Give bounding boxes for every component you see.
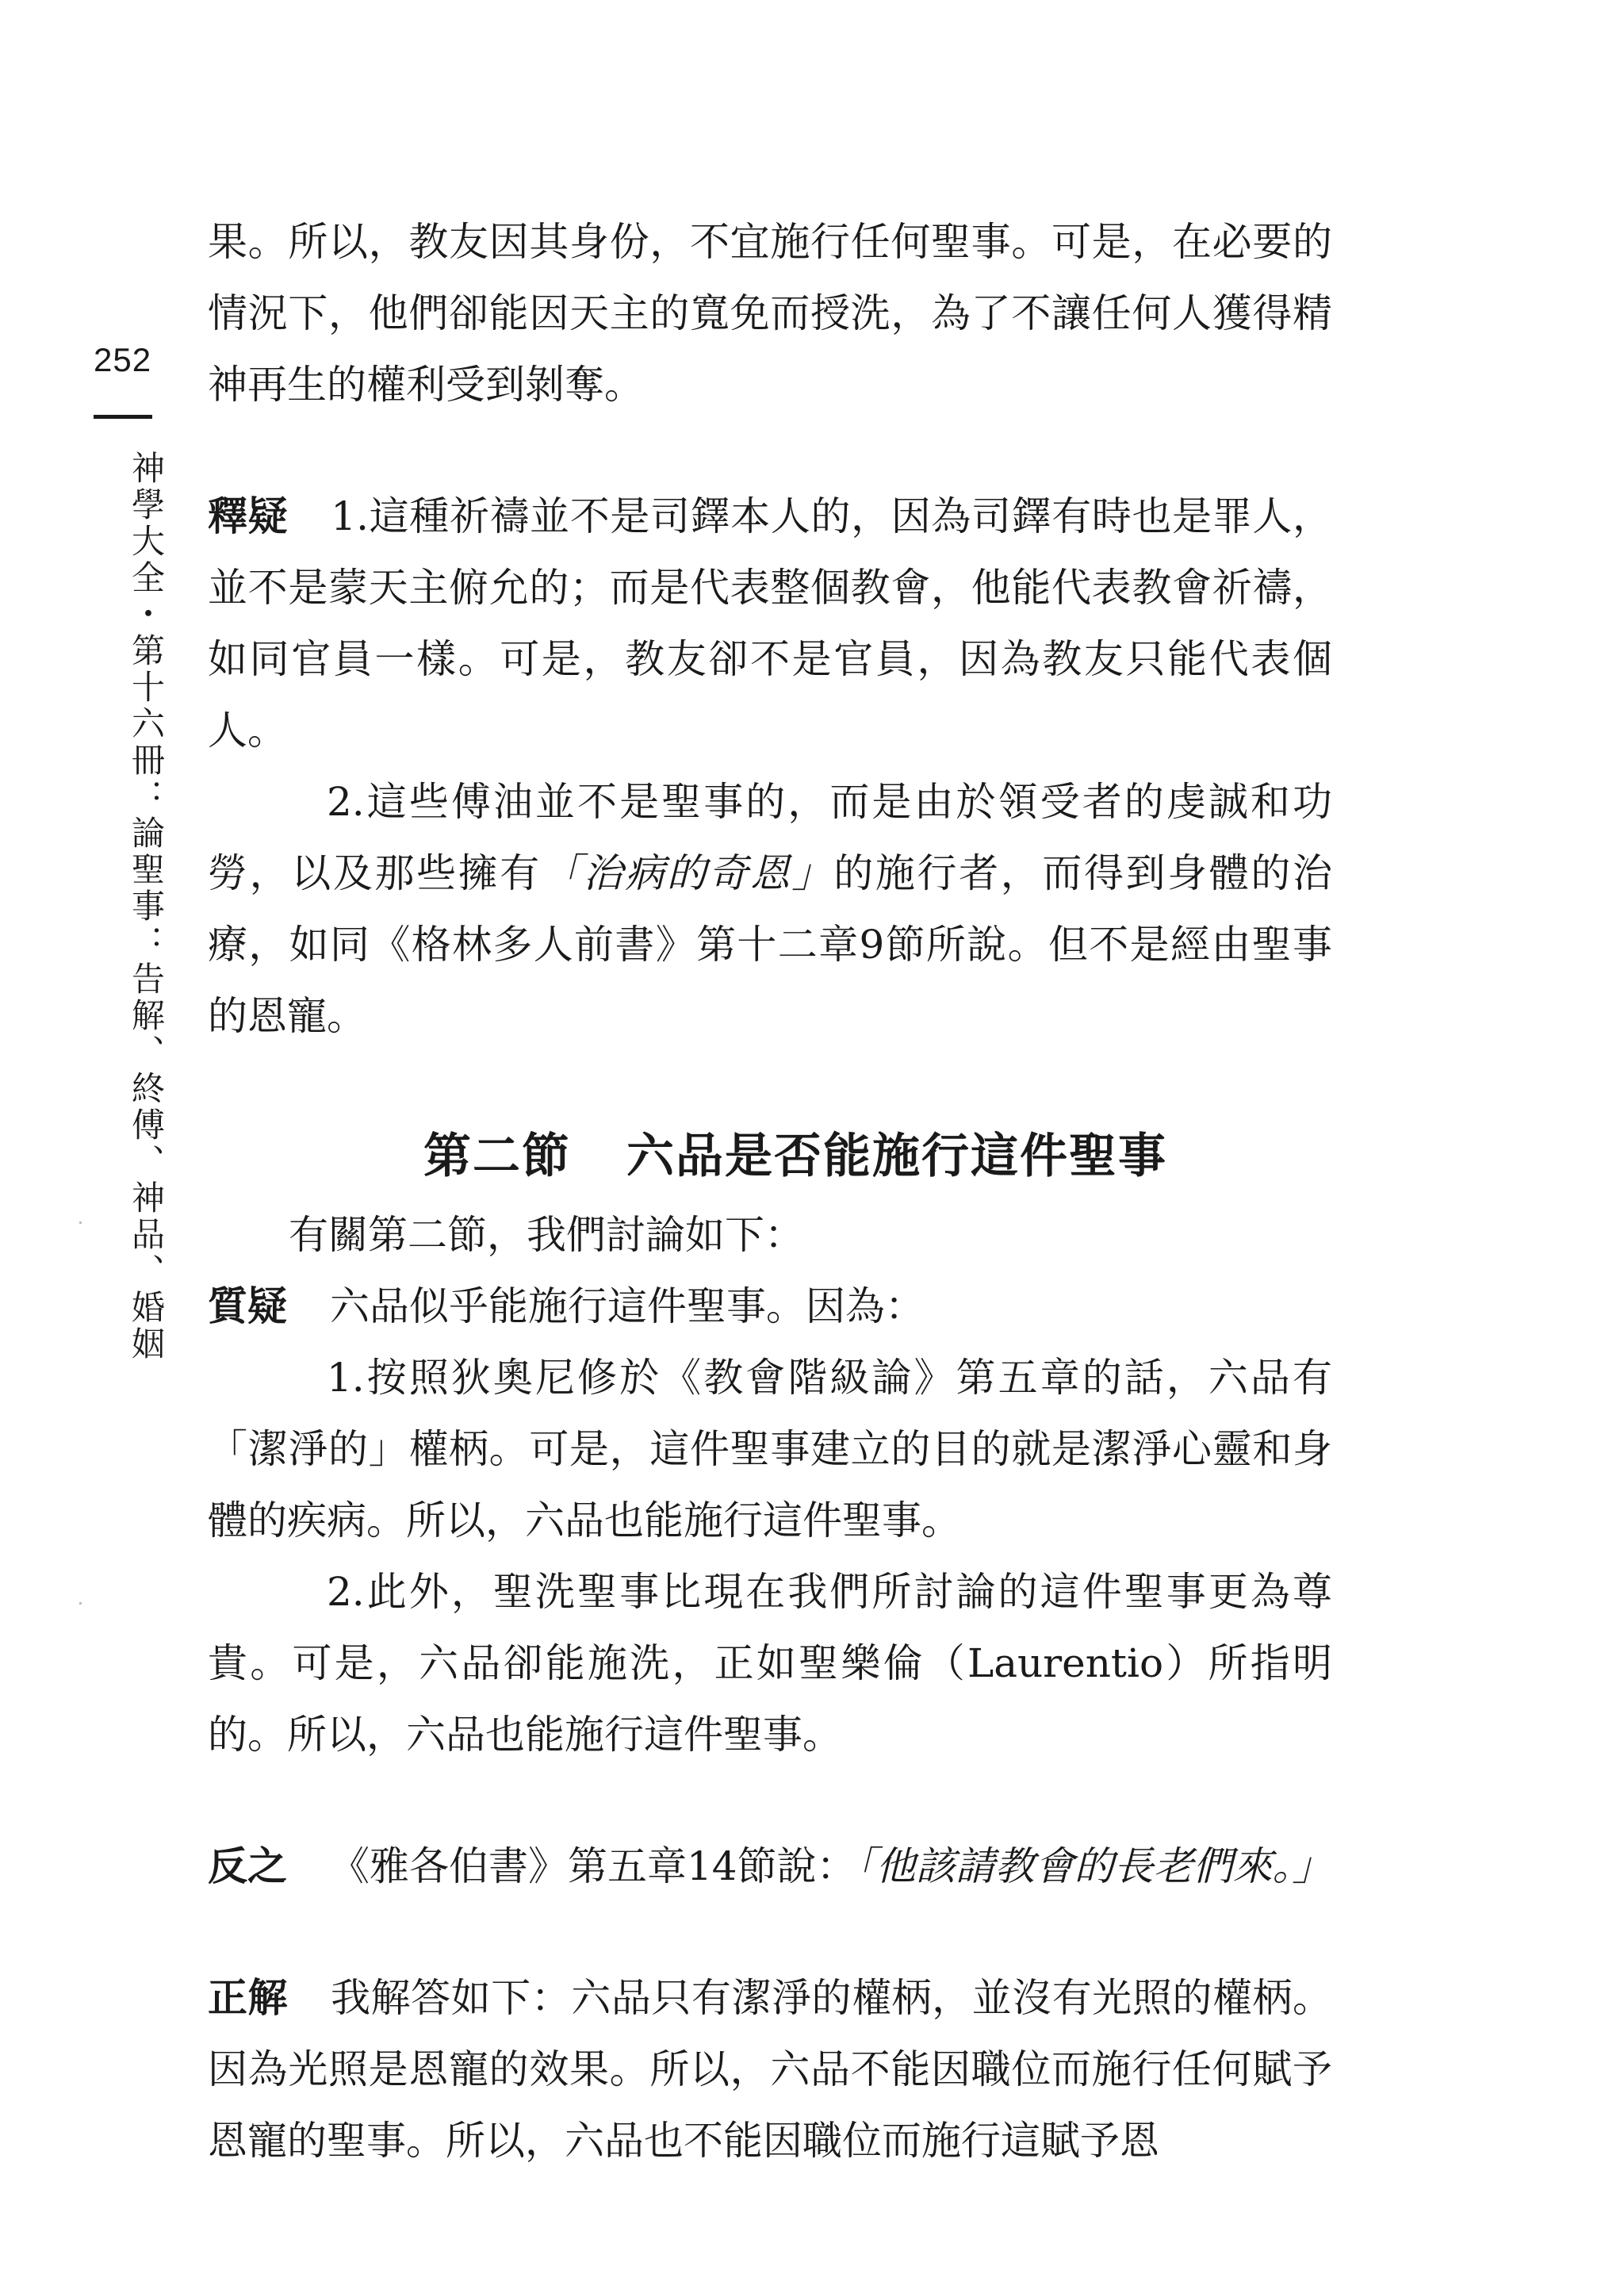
scan-speck <box>79 1602 82 1605</box>
reply-objection-1-text: 1.這種祈禱並不是司鐸本人的，因為司鐸有時也是罪人，並不是蒙天主俯允的；而是代表整個教會，他能代表教會祈禱，如同官員一樣。可是，教友卻不是官員，因為教友只能代表個人。 <box>208 493 1332 753</box>
reply-objection-1 <box>208 481 1332 766</box>
reply-objection-2-text-b: 的施行者，而得到身體的治療，如同《格林多人前書》第十二章9節所說。但不是經由聖事的恩寵。 <box>208 850 1333 1039</box>
sed-contra-label: 反之 <box>208 1843 287 1889</box>
section-title: 六品是否能施行這件聖事 <box>626 1129 1167 1184</box>
objection-text: 六品似乎能施行這件聖事。因為： <box>330 1283 925 1329</box>
reply-objection-2-quote: 「治病的奇恩」 <box>541 850 834 896</box>
objection-label: 質疑 <box>208 1283 287 1329</box>
section-heading <box>208 1125 1332 1188</box>
page-number: 252 <box>94 341 152 378</box>
objection-lead <box>208 1271 1332 1342</box>
answer-label: 正解 <box>208 1975 289 2021</box>
answer-text: 我解答如下：六品只有潔淨的權柄，並沒有光照的權柄。因為光照是恩寵的效果。所以，六品不能因職位而施行任何賦予恩寵的聖事。所以，六品也不能因職位而施行這賦予恩 <box>208 1975 1333 2164</box>
scan-speck <box>79 1221 82 1224</box>
reply-objection-2 <box>208 766 1332 1052</box>
sed-contra-text: 《雅各伯書》第五章14節說： <box>330 1843 856 1889</box>
running-title: 神學大全・第十六冊：論聖事：告解、終傅、神品、婚姻 <box>127 451 166 1363</box>
section-intro: 有關第二節，我們討論如下： <box>289 1212 804 1258</box>
reply-objection-2-text-a: 2.這些傅油並不是聖事的，而是由於領受者的虔誠和功勞，以及那些擁有 <box>208 779 1332 896</box>
margin-rule <box>94 415 152 419</box>
answer <box>208 1962 1332 2176</box>
body-text <box>208 206 1332 2176</box>
objection-1: 1.按照狄奧尼修於《教會階級論》第五章的話，六品有「潔淨的」權柄。可是，這件聖事建立的目的就是潔淨心靈和身體的疾病。所以，六品也能施行這件聖事。 <box>208 1355 1332 1543</box>
section-number: 第二節 <box>423 1129 571 1184</box>
opening-paragraph: 果。所以，教友因其身份，不宜施行任何聖事。可是，在必要的情況下，他們卻能因天主的寬免而授洗，為了不讓任何人獲得精神再生的權利受到剝奪。 <box>208 219 1332 408</box>
sed-contra-quote: 「他該請教會的長老們來。」 <box>856 1843 1332 1889</box>
objection-2: 2.此外，聖洗聖事比現在我們所討論的這件聖事更為尊貴。可是，六品卻能施洗，正如聖樂倫（Laurentio）所指明的。所以，六品也能施行這件聖事。 <box>208 1569 1332 1758</box>
sed-contra <box>208 1831 1332 1902</box>
reply-objections-label: 釋疑 <box>208 493 289 539</box>
